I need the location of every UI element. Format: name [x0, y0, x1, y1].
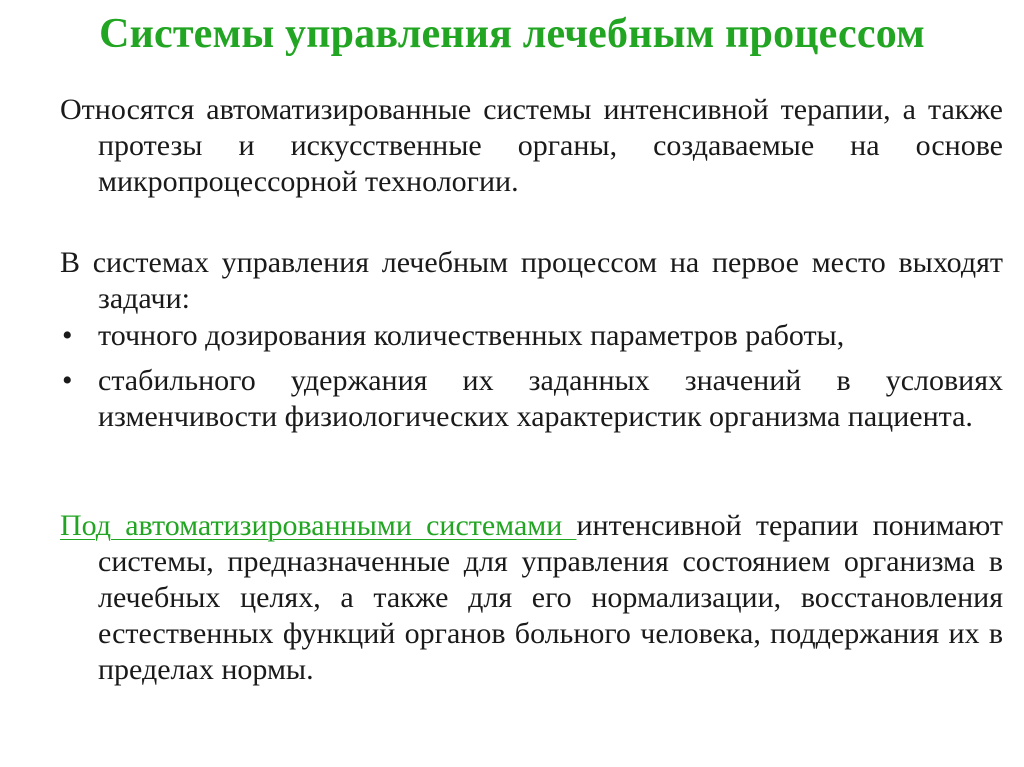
list-item-text: стабильного удержания их заданных значений в условиях изменчивости физиологических характеристик организма пациента. — [98, 364, 1003, 433]
list-item-text: точного дозирования количественных параметров работы, — [98, 319, 845, 352]
slide-title: Системы управления лечебным процессом — [99, 11, 925, 57]
bullet-icon: • — [62, 364, 73, 397]
paragraph-automated-systems: Относятся автоматизированные системы интенсивной терапии, а также протезы и искусственные органы, создаваемые на основе микропроцессорной технологии. — [60, 93, 1003, 198]
list-item — [60, 363, 1003, 435]
list-item — [60, 318, 1003, 354]
definition-term-link[interactable]: Под автоматизированными системами — [60, 509, 577, 542]
paragraph-tasks-intro: В системах управления лечебным процессом на первое место выходят задачи: — [60, 246, 1003, 315]
definition-text: интенсивной терапии понимают системы, предназначенные для управления состоянием организма в лечебных целях, а также для его нормализации, восстановления естественных функций органов больного человека, поддержания их в пределах нормы. — [98, 509, 1003, 686]
paragraph-definition — [60, 508, 1003, 688]
bullet-icon: • — [62, 319, 73, 352]
